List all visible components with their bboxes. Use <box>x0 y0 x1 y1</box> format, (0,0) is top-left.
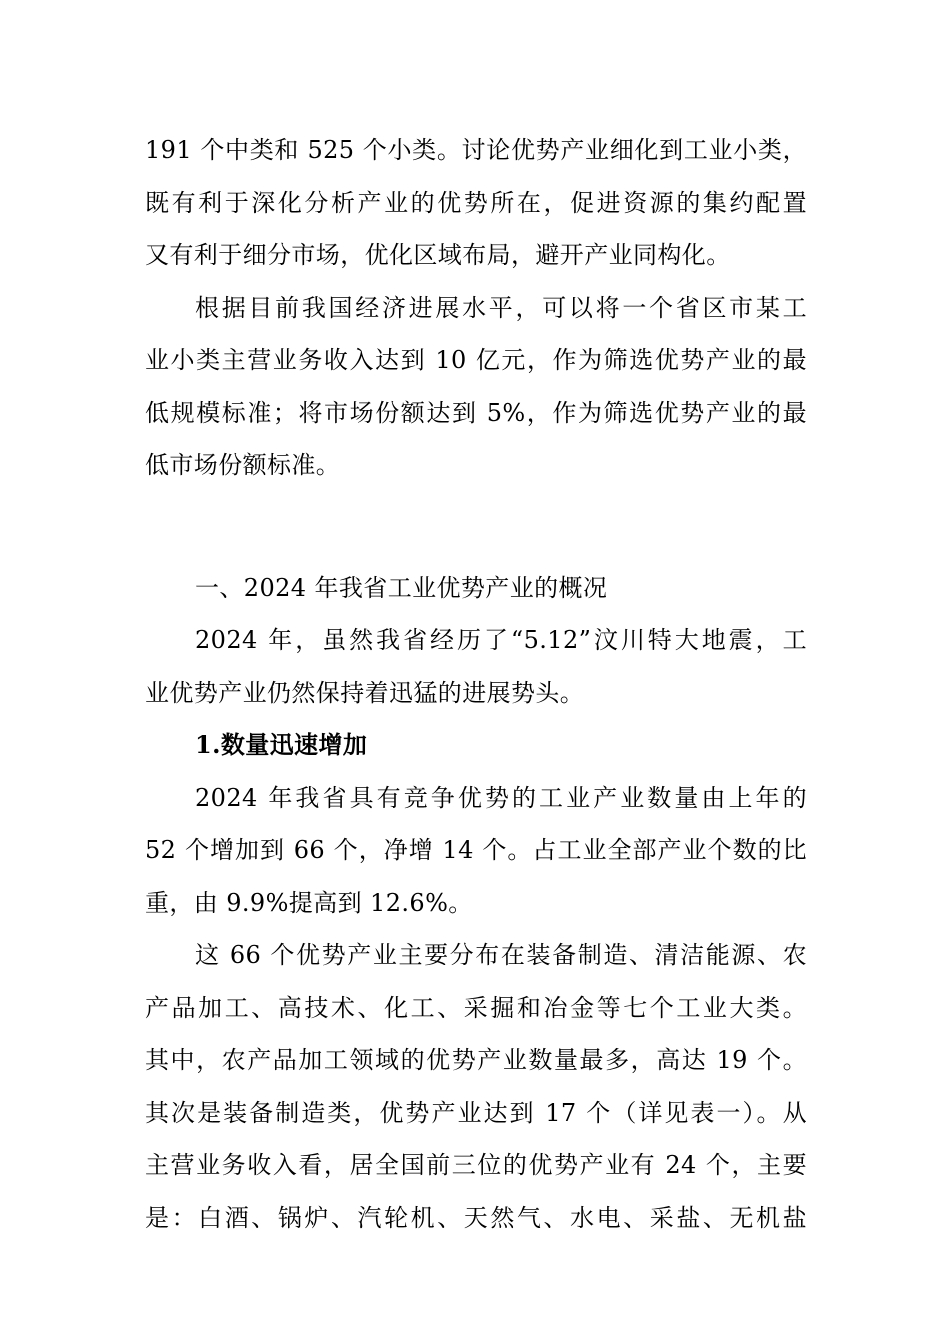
paragraph-line: 191 个中类和 525 个小类。讨论优势产业细化到工业小类， <box>145 136 807 164</box>
paragraph-line: 低市场份额标准。 <box>145 451 341 479</box>
subsection-heading: 1.数量迅速增加 <box>195 730 368 759</box>
paragraph-line: 其中，农产品加工领域的优势产业数量最多，高达 19 个。 <box>145 1046 807 1074</box>
paragraph-line: 2024 年，虽然我省经历了“5.12”汶川特大地震，工 <box>195 626 807 654</box>
paragraph-line: 重，由 9.9%提高到 12.6%。 <box>145 888 473 917</box>
paragraph-line: 2024 年我省具有竞争优势的工业产业数量由上年的 <box>195 783 807 812</box>
paragraph-line: 业小类主营业务收入达到 10 亿元，作为筛选优势产业的最 <box>145 346 807 374</box>
paragraph-line: 这 66 个优势产业主要分布在装备制造、清洁能源、农 <box>195 941 807 969</box>
paragraph-line: 产品加工、高技术、化工、采掘和冶金等七个工业大类。 <box>145 993 807 1022</box>
paragraph-line: 是：白酒、锅炉、汽轮机、天然气、水电、采盐、无机盐 <box>145 1203 807 1232</box>
paragraph-line: 业优势产业仍然保持着迅猛的进展势头。 <box>145 678 585 707</box>
section-spacer <box>145 492 807 562</box>
paragraph-line: 其次是装备制造类，优势产业达到 17 个（详见表一）。从 <box>145 1098 807 1127</box>
section-heading: 一、2024 年我省工业优势产业的概况 <box>195 573 608 602</box>
paragraph-line: 既有利于深化分析产业的优势所在，促进资源的集约配置 <box>145 188 807 217</box>
paragraph-line: 根据目前我国经济进展水平，可以将一个省区市某工 <box>195 293 807 322</box>
paragraph-line: 低规模标准；将市场份额达到 5%，作为筛选优势产业的最 <box>145 398 807 427</box>
paragraph-line: 52 个增加到 66 个，净增 14 个。占工业全部产业个数的比 <box>145 836 807 864</box>
document-body <box>145 124 807 1244</box>
paragraph-line: 又有利于细分市场，优化区域布局，避开产业同构化。 <box>145 241 731 269</box>
paragraph-line: 主营业务收入看，居全国前三位的优势产业有 24 个，主要 <box>145 1151 807 1179</box>
